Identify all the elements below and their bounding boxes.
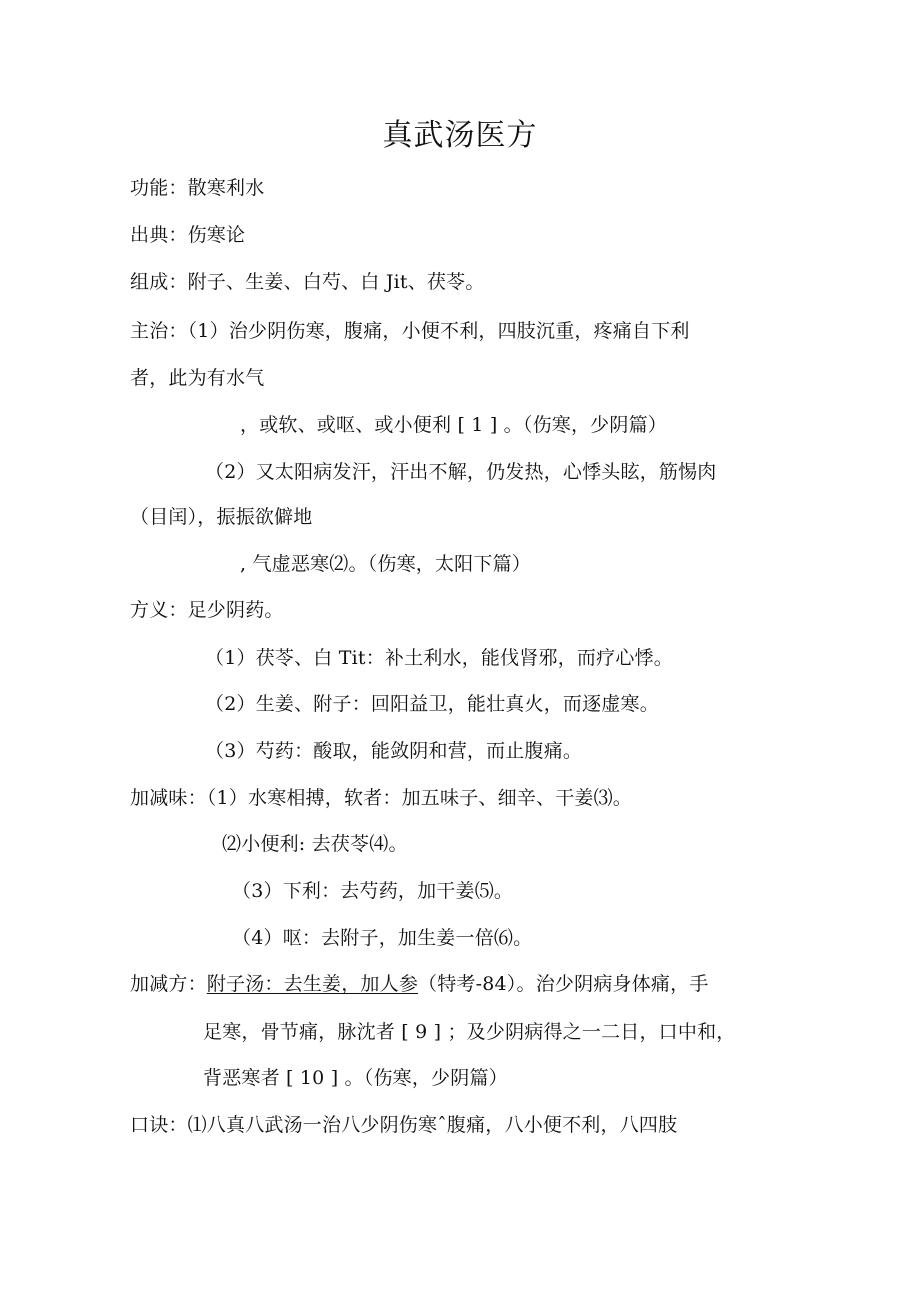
indication-line-3: ，或软、或呕、或小便利 [ 1 ] 。（伤寒，少阴篇） <box>240 414 667 436</box>
indication-line-6: , 气虚恶寒⑵。（伤寒，太阳下篇） <box>240 553 531 575</box>
derived-formula-name: 附子汤：去生姜，加人参 <box>206 973 419 995</box>
derived-formula-line-1 <box>130 972 709 996</box>
derived-formula-text: （特考-84）。治少阴病身体痛，手 <box>418 973 709 995</box>
formula-meaning-line: 方义：足少阴药。 <box>130 599 284 621</box>
formula-meaning-item-2: （2）生姜、附子：回阳益卫，能壮真火，而逐虚寒。 <box>205 693 659 715</box>
indication-line-1: 主治：（1）治少阴伤寒，腹痛，小便不利，四肢沉重，疼痛自下利 <box>130 320 690 342</box>
derived-formula-label: 加减方： <box>130 973 207 995</box>
page-title: 真武汤医方 <box>382 118 538 153</box>
modification-line-1: 加减味：（1）水寒相搏，软者：加五味子、细辛、干姜⑶。 <box>130 787 632 809</box>
modification-line-3: （3）下利：去芍药，加干姜⑸。 <box>232 880 514 902</box>
indication-line-2: 者，此为有水气 <box>130 367 265 389</box>
mnemonic-line: 口诀：⑴八真八武汤一治八少阴伤寒ˆ腹痛，八小便不利，八四肢 <box>130 1114 678 1136</box>
source-line: 出典：伤寒论 <box>130 224 246 246</box>
formula-meaning-item-3: （3）芍药：酸取，能敛阴和营，而止腹痛。 <box>205 740 583 762</box>
indication-line-4: （2）又太阳病发汗，汗出不解，仍发热，心悸头眩，筋惕肉 <box>205 461 717 483</box>
modification-line-2: ⑵小便利: 去茯苓⑷。 <box>222 833 408 855</box>
formula-meaning-item-1: （1）茯苓、白 Tit：补土利水，能伐肾邪，而疗心悸。 <box>205 647 673 669</box>
function-line: 功能：散寒利水 <box>130 177 265 199</box>
composition-line: 组成：附子、生姜、白芍、白 Jit、茯苓。 <box>130 271 485 293</box>
modification-line-4: （4）呕：去附子，加生姜一倍⑹。 <box>232 927 533 949</box>
derived-formula-line-3: 背恶寒者 [ 10 ] 。（伤寒，少阴篇） <box>203 1067 508 1089</box>
indication-line-5: （目闰），振振欲僻地 <box>130 506 313 528</box>
derived-formula-line-2: 足寒，骨节痛，脉沈者 [ 9 ] ；及少阴病得之一二日，口中和， <box>203 1021 736 1043</box>
